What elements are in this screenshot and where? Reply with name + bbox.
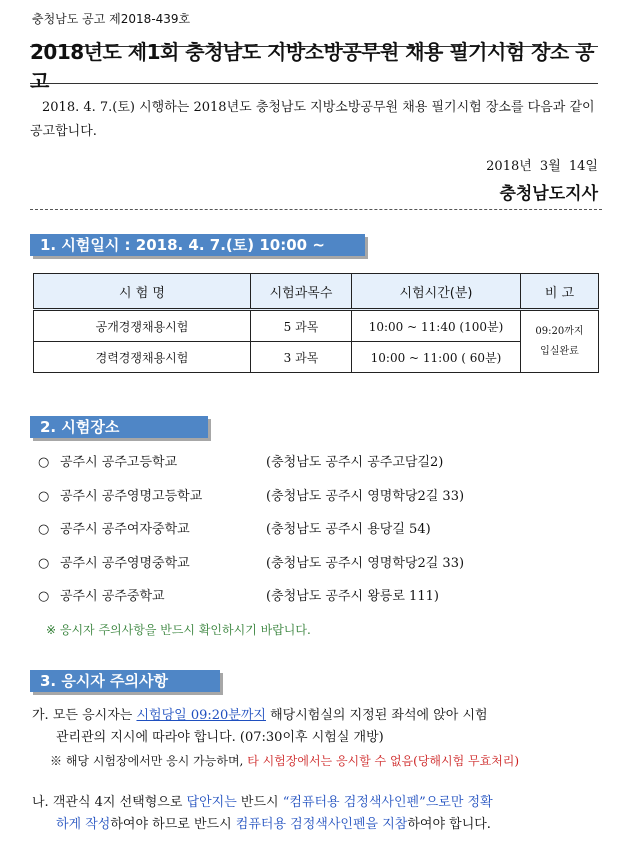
remark-line2: 입실완료 — [540, 345, 579, 357]
locations-note: ※ 응시자 주의사항을 반드시 확인하시기 바랍니다. — [46, 623, 311, 637]
subjects-cell: 5 과목 — [251, 310, 352, 342]
location-name: 공주시 공주영명고등학교 — [60, 489, 203, 504]
location-name: 공주시 공주영명중학교 — [60, 556, 190, 571]
arrival-deadline: 시험당일 09:20분까지 — [136, 708, 266, 723]
remark-cell — [521, 310, 599, 373]
time-cell: 10:00 ~ 11:00 ( 60분) — [352, 342, 521, 373]
list-item — [38, 552, 464, 571]
organization-name: 충청남도지사 — [499, 184, 598, 204]
location-name: 공주시 공주고등학교 — [60, 455, 178, 470]
item-text: 객관식 4지 선택형으로 — [52, 795, 187, 810]
bullet-circle-icon: ○ — [38, 455, 50, 470]
item-text: 반드시 — [236, 795, 283, 810]
table-row — [34, 342, 599, 373]
divider — [30, 209, 602, 210]
item-text: 모든 응시자는 — [52, 708, 137, 723]
page-title: 2018년도 제1회 충청남도 지방소방공무원 채용 필기시험 장소 공고 — [30, 40, 594, 93]
location-address: (충청남도 공주시 왕릉로 111) — [266, 589, 439, 604]
location-address: (충청남도 공주시 영명학당2길 33) — [266, 489, 465, 504]
location-address: (충청남도 공주시 용당길 54) — [266, 522, 431, 537]
section3-heading: 3. 응시자 주의사항 — [30, 670, 220, 692]
list-item — [38, 451, 443, 470]
item-text: 하여야 합니다. — [407, 817, 491, 832]
bullet-circle-icon: ○ — [38, 522, 50, 537]
item-text: 하여야 하므로 반드시 — [110, 817, 236, 832]
list-item — [38, 485, 464, 504]
item-marker: 나. — [32, 795, 49, 810]
section1-heading: 1. 시험일시 : 2018. 4. 7.(토) 10:00 ~ — [30, 234, 365, 256]
table-row — [34, 310, 599, 342]
caution-item-b — [32, 792, 598, 836]
list-item — [38, 518, 431, 537]
location-address: (충청남도 공주시 영명학당2길 33) — [266, 556, 465, 571]
location-name: 공주시 공주여자중학교 — [60, 522, 190, 537]
item-text: 해당시험실의 지정된 좌석에 앉아 시험 — [265, 708, 488, 723]
item-highlight: “컴퓨터용 검정색사인펜”으로만 정확 — [282, 795, 493, 810]
bullet-circle-icon: ○ — [38, 589, 50, 604]
item-highlight: 하게 작성 — [56, 817, 111, 832]
exam-name-cell: 공개경쟁채용시험 — [34, 310, 251, 342]
sub-note-warning: 타 시험장에서는 응시할 수 없음(당해시험 무효처리) — [247, 754, 520, 768]
location-address: (충청남도 공주시 공주고담길2) — [266, 455, 444, 470]
title-box — [30, 40, 598, 93]
announcement-date: 2018년 3월 14일 — [486, 159, 598, 174]
section2-heading: 2. 시험장소 — [30, 416, 208, 438]
caution-sub-note — [50, 752, 519, 769]
notice-number: 충청남도 공고 제2018-439호 — [32, 12, 191, 26]
location-name: 공주시 공주중학교 — [60, 589, 165, 604]
subjects-cell: 3 과목 — [251, 342, 352, 373]
list-item — [38, 585, 439, 604]
time-cell: 10:00 ~ 11:40 (100분) — [352, 310, 521, 342]
item-text: 관리관의 지시에 따라야 합니다. (07:30이후 시험실 개방) — [56, 730, 384, 745]
col-header-remark: 비 고 — [521, 274, 599, 310]
caution-item-a — [32, 705, 598, 749]
item-highlight: 답안지는 — [186, 795, 237, 810]
exam-schedule-table — [33, 273, 599, 373]
remark-line1: 09:20까지 — [535, 325, 584, 337]
intro-text: 2018. 4. 7.(토) 시행하는 2018년도 충청남도 지방소방공무원 채용 필기시험 장소를 다음과 같이 공고합니다. — [30, 100, 595, 139]
exam-name-cell: 경력경쟁채용시험 — [34, 342, 251, 373]
bullet-circle-icon: ○ — [38, 556, 50, 571]
bullet-circle-icon: ○ — [38, 489, 50, 504]
col-header-exam-name: 시 험 명 — [34, 274, 251, 310]
item-highlight: 컴퓨터용 검정색사인펜을 지참 — [235, 817, 408, 832]
col-header-subjects: 시험과목수 — [251, 274, 352, 310]
table-header-row — [34, 274, 599, 310]
sub-note-text: ※ 해당 시험장에서만 응시 가능하며, — [50, 754, 248, 768]
item-marker: 가. — [32, 708, 49, 723]
col-header-time: 시험시간(분) — [352, 274, 521, 310]
